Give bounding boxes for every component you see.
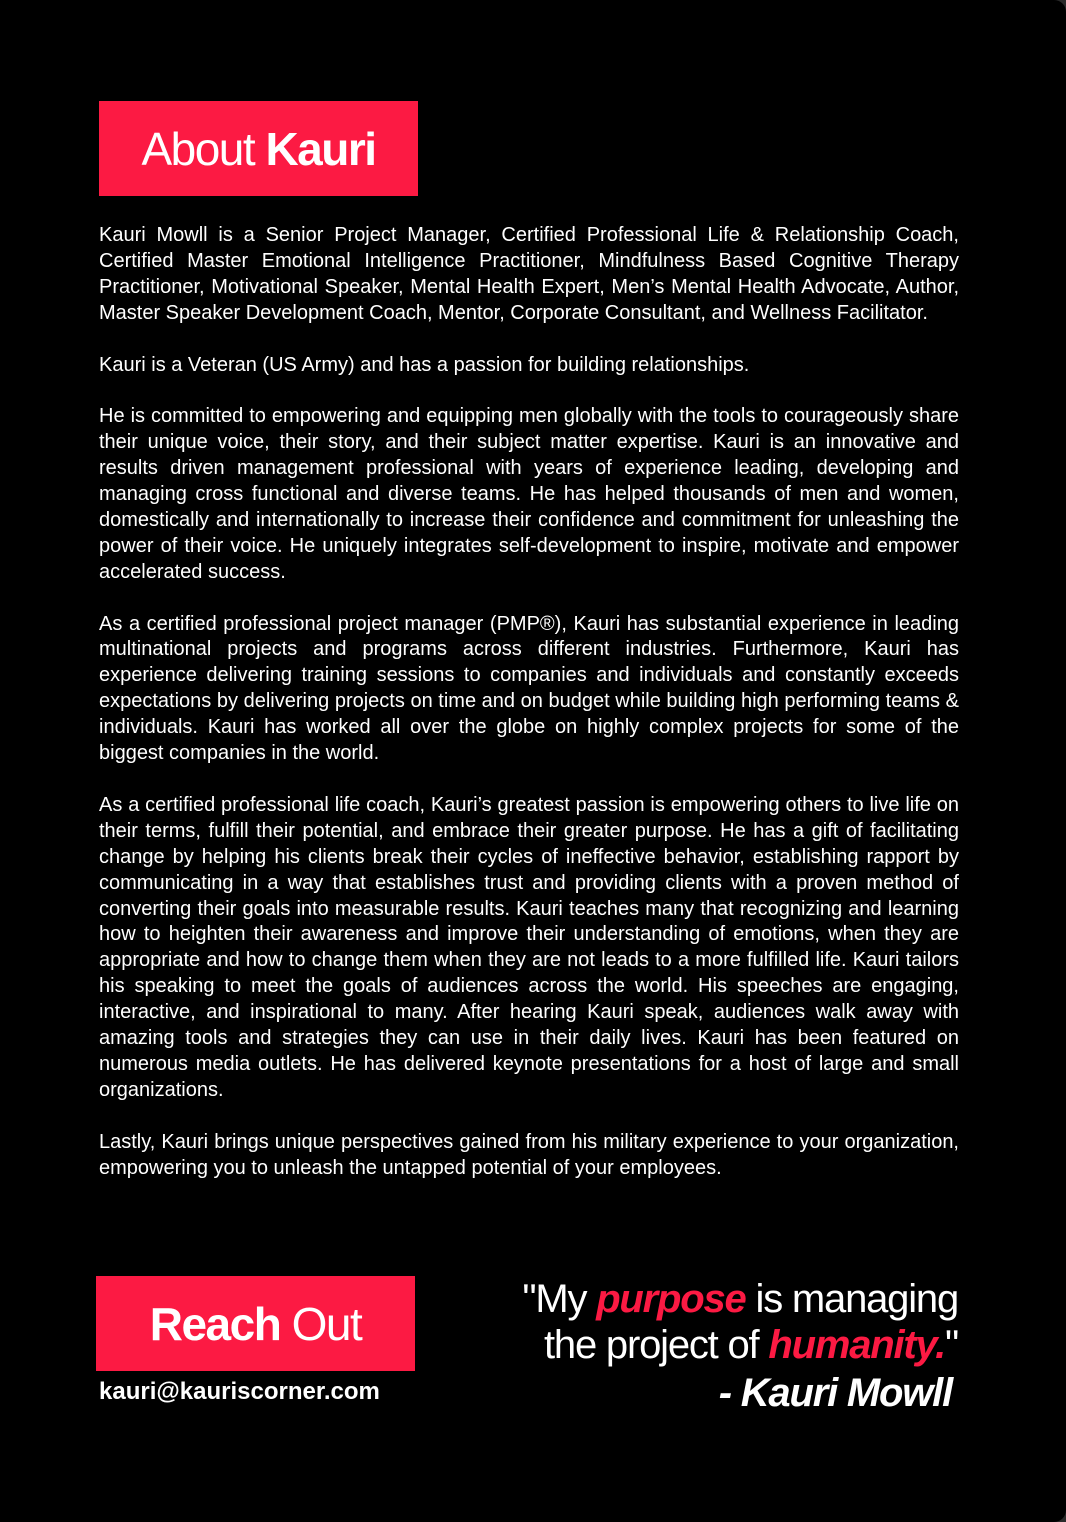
page-title-bold: Kauri xyxy=(265,122,376,175)
page-title-light: About xyxy=(141,122,266,175)
bio-paragraph-1: Kauri Mowll is a Senior Project Manager, Certified Professional Life & Relationship Coach, Certified Master Emotional Intelligence Practitioner, Mindfulness Based Cognitive Therapy Practitioner, Motivational Speaker, Mental Health Expert, Men’s Mental Health Advocate, Author, Master Speaker Development Coach, Mentor, Corporate Consultant, and Wellness Facilitator. xyxy=(99,224,959,324)
title-banner xyxy=(99,101,418,196)
reach-out-label xyxy=(150,1297,362,1351)
quote-mid: is managing the project of xyxy=(544,1277,958,1367)
quote-accent-purpose: purpose xyxy=(596,1277,746,1321)
bio-paragraph-3: He is committed to empowering and equipping men globally with the tools to courageously share their unique voice, their story, and their subject matter expertise. Kauri is an innovative and results driven management professional with years of experience leading, developing and managing cross functional and diverse teams. He has helped thousands of men and women, domestically and internationally to increase their confidence and commitment for unleashing the power of their voice. He uniquely integrates self-development to inspire, motivate and empower accelerated success. xyxy=(99,405,959,583)
quote-open: "My xyxy=(522,1277,597,1321)
bio-paragraph-5: As a certified professional life coach, Kauri’s greatest passion is empowering others to live life on their terms, fulfill their potential, and embrace their greater purpose. He has a gift of facilitating change by helping his clients break their cycles of ineffective behavior, establishing rapport by communicating in a way that establishes trust and providing clients with a proven method of converting their goals into measurable results. Kauri teaches many that recognizing and learning how to heighten their awareness and improve their understanding of emotions, when they are appropriate and how to change them when they are not leads to a more fulfilled life. Kauri tailors his speaking to meet the goals of audiences across the world. His speeches are engaging, interactive, and inspirational to many. After hearing Kauri speak, audiences walk away with amazing tools and strategies they can use in their daily lives. Kauri has been featured on numerous media outlets. He has delivered keynote presentations for a host of large and small organizations. xyxy=(99,793,959,1101)
bio-paragraph-2: Kauri is a Veteran (US Army) and has a passion for building relationships. xyxy=(99,353,750,376)
bio-paragraph-6: Lastly, Kauri brings unique perspectives gained from his military experience to your organization, empowering you to unleash the untapped potential of your employees. xyxy=(99,1130,959,1179)
bio-paragraph-4: As a certified professional project manager (PMP®), Kauri has substantial experience in leading multinational projects and programs across different industries. Furthermore, Kauri has experience delivering training sessions to companies and individuals and constantly exceeds expectations by delivering projects on time and on budget while building high performing teams & individuals. Kauri has worked all over the globe on highly complex projects for some of the biggest companies in the world. xyxy=(99,612,959,765)
email-link[interactable]: kauri@kauriscorner.com xyxy=(99,1378,380,1405)
quote-close: " xyxy=(945,1323,958,1367)
quote-block xyxy=(478,1276,958,1416)
bio-section xyxy=(99,223,959,1181)
reach-out-label-light: Out xyxy=(280,1297,362,1350)
quote-author: - Kauri Mowll xyxy=(718,1371,952,1415)
reach-out-label-bold: Reach xyxy=(149,1297,281,1350)
reach-out-button[interactable] xyxy=(96,1276,415,1371)
page-title xyxy=(141,122,375,176)
quote-accent-humanity: humanity. xyxy=(768,1323,945,1367)
